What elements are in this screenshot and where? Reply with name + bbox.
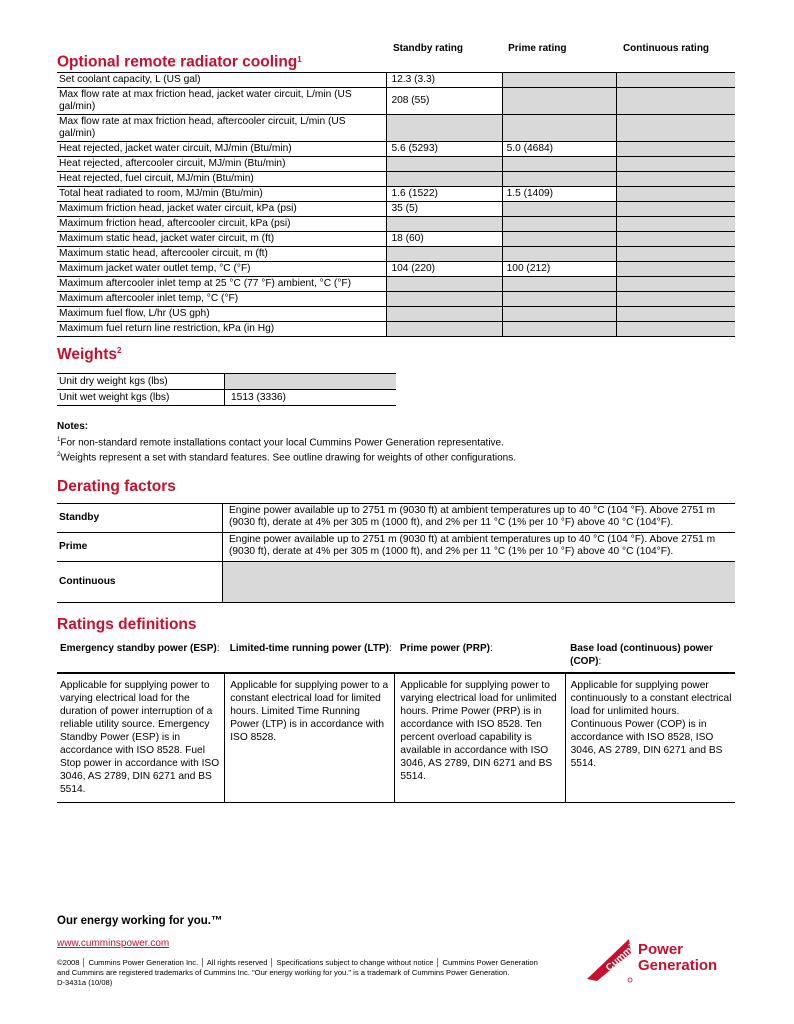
derating-text (223, 562, 736, 603)
rating-header-suffix: : (388, 643, 392, 654)
cooling-cell-v3 (617, 172, 735, 187)
cooling-cell-v1 (387, 115, 502, 142)
ratings-definitions-table (57, 640, 735, 803)
derating-label: Standby (57, 504, 223, 533)
cooling-cell-v3 (617, 187, 735, 202)
cooling-cell-v1 (387, 292, 502, 307)
footer-tagline: Our energy working for you.™ (57, 915, 223, 927)
cooling-title: Optional remote radiator cooling$^1$ (57, 40, 387, 73)
cooling-cell-v2: 1.5 (1409) (502, 187, 617, 202)
cooling-cell-v3 (617, 307, 735, 322)
cooling-row (57, 187, 735, 202)
rating-definition: Applicable for supplying power to varying electrical load for unlimited hours. Prime Power (PRP) is in accordance with ISO 8528. Ten percent overload capability is available in accordance with ISO 3046, AS 2789, DIN 6271 and BS 5514. (395, 673, 565, 803)
weights-table (57, 373, 396, 406)
cooling-cell-v3 (617, 322, 735, 337)
cooling-row (57, 232, 735, 247)
notes-heading: Notes: (57, 421, 89, 432)
cooling-row-label: Maximum fuel return line restriction, kPa (in Hg) (57, 322, 387, 337)
cooling-row (57, 88, 735, 115)
weight-label: Unit wet weight kgs (lbs) (57, 390, 225, 406)
rating-header-title: Prime power (PRP) (399, 643, 490, 654)
cooling-cell-v2 (502, 88, 617, 115)
rating-header (395, 640, 565, 673)
cooling-row (57, 157, 735, 172)
cooling-cell-v1 (387, 322, 502, 337)
cooling-row-label: Total heat radiated to room, MJ/min (Btu/min) (57, 187, 387, 202)
cooling-cell-v3 (617, 292, 735, 307)
cooling-cell-v3 (617, 247, 735, 262)
cooling-cell-v1 (387, 172, 502, 187)
cooling-cell-v2 (502, 322, 617, 337)
cooling-row (57, 115, 735, 142)
weight-value (225, 374, 397, 390)
cooling-cell-v3 (617, 217, 735, 232)
cooling-row (57, 217, 735, 232)
cooling-cell-v3 (617, 262, 735, 277)
cooling-cell-v2 (502, 232, 617, 247)
rating-header-title: Emergency standby power (ESP) (60, 643, 217, 654)
rating-definition: Applicable for supplying power to a constant electrical load for limited hours. Limited Time Running Power (LTP) is in accordance with ISO 8528. (225, 673, 395, 803)
cooling-cell-v3 (617, 88, 735, 115)
rating-header (57, 640, 225, 673)
derating-factors-table (57, 503, 735, 603)
cooling-cell-v3 (617, 232, 735, 247)
cooling-row (57, 262, 735, 277)
cooling-cell-v3 (617, 142, 735, 157)
derating-label: Prime (57, 533, 223, 562)
note-text: For non-standard remote installations contact your local Cummins Power Generation representative. (60, 436, 504, 448)
svg-text:Cummins: Cummins (604, 935, 646, 974)
cooling-cell-v2 (502, 307, 617, 322)
cooling-cell-v2 (502, 217, 617, 232)
website-link[interactable]: www.cumminspower.com (57, 938, 170, 949)
legal-text (57, 958, 577, 988)
cooling-row-label: Maximum fuel flow, L/hr (US gph) (57, 307, 387, 322)
weight-label: Unit dry weight kgs (lbs) (57, 374, 225, 390)
cooling-cell-v3 (617, 277, 735, 292)
cummins-logo-mark (583, 933, 646, 983)
cooling-cell-v1 (387, 247, 502, 262)
cooling-row-label: Maximum friction head, aftercooler circuit, kPa (psi) (57, 217, 387, 232)
cooling-cell-v2 (502, 115, 617, 142)
derating-label: Continuous (57, 562, 223, 603)
cooling-cell-v2 (502, 277, 617, 292)
remote-radiator-cooling-table (57, 40, 735, 337)
cooling-cell-v1: 5.6 (5293) (387, 142, 502, 157)
cooling-row-label: Max flow rate at max friction head, jacket water circuit, L/min (US gal/min) (57, 88, 387, 115)
cooling-cell-v1 (387, 217, 502, 232)
cooling-row (57, 73, 735, 88)
derating-text: Engine power available up to 2751 m (9030 ft) at ambient temperatures up to 40 °C (104 °F). Above 2751 m (9030 ft), derate at 4% per 305 m (1000 ft), and 2% per 11 °C (1% per 10 °F) above 40 °C (104°F). (223, 504, 736, 533)
derating-row (57, 533, 735, 562)
rating-header-suffix: : (489, 643, 493, 654)
cummins-power-generation-logo (577, 933, 737, 988)
cooling-cell-v3 (617, 115, 735, 142)
cooling-cell-v1 (387, 307, 502, 322)
cooling-cell-v1: 12.3 (3.3) (387, 73, 502, 88)
cooling-cell-v1: 18 (60) (387, 232, 502, 247)
cooling-row-label: Maximum static head, jacket water circuit, m (ft) (57, 232, 387, 247)
cooling-cell-v1: 35 (5) (387, 202, 502, 217)
cummins-badge-icon (583, 933, 646, 985)
cooling-row-label: Heat rejected, fuel circuit, MJ/min (Btu/min) (57, 172, 387, 187)
notes (57, 421, 757, 465)
cooling-row-label: Maximum aftercooler inlet temp, °C (°F) (57, 292, 387, 307)
rating-header-suffix: : (216, 643, 220, 654)
cooling-row (57, 202, 735, 217)
cooling-cell-v3 (617, 157, 735, 172)
note-number: 1 (57, 436, 61, 443)
cooling-row-label: Maximum static head, aftercooler circuit, m (ft) (57, 247, 387, 262)
note-item (57, 434, 757, 450)
note-text: Weights represent a set with standard features. See outline drawing for weights of other configurations. (60, 452, 516, 464)
note-number: 2 (57, 452, 61, 459)
col-prime-rating: Prime rating (502, 40, 617, 73)
cooling-row (57, 172, 735, 187)
cooling-cell-v2: 100 (212) (502, 262, 617, 277)
cooling-row (57, 142, 735, 157)
cooling-cell-v2 (502, 172, 617, 187)
cooling-row (57, 307, 735, 322)
rating-definition: Applicable for supplying power to varying electrical load for the duration of power interruption of a reliable utility source. Emergency Standby Power (ESP) is in accordance with ISO 8528. Fuel Stop power in accordance with ISO 3046, AS 2789, DIN 6271 and BS 5514. (57, 673, 225, 803)
cooling-cell-v1 (387, 157, 502, 172)
cooling-row (57, 292, 735, 307)
cooling-row-label: Maximum aftercooler inlet temp at 25 °C (77 °F) ambient, °C (°F) (57, 277, 387, 292)
cooling-cell-v2 (502, 157, 617, 172)
cooling-cell-v2 (502, 247, 617, 262)
rating-header-title: Base load (continuous) power (COP) (570, 643, 713, 667)
derating-row (57, 562, 735, 603)
rating-header (225, 640, 395, 673)
cooling-row (57, 277, 735, 292)
cooling-cell-v2 (502, 202, 617, 217)
derating-title: Derating factors (57, 478, 176, 495)
rating-header-suffix: : (598, 655, 602, 667)
rating-definition: Applicable for supplying power continuously to a constant electrical load for unlimited hours. Continuous Power (COP) is in accordance with ISO 8528, ISO 3046, AS 2789, DIN 6271 and BS 5514. (565, 673, 735, 803)
doc-id: D-3431a (10/08) (57, 978, 113, 987)
cooling-cell-v1: 1.6 (1522) (387, 187, 502, 202)
cooling-row-label: Maximum jacket water outlet temp, °C (°F) (57, 262, 387, 277)
cooling-cell-v2 (502, 292, 617, 307)
col-continuous-rating: Continuous rating (617, 40, 735, 73)
cooling-row-label: Max flow rate at max friction head, aftercooler circuit, L/min (US gal/min) (57, 115, 387, 142)
logo-wordmark: Power Generation (638, 941, 718, 974)
cooling-cell-v1 (387, 277, 502, 292)
weights-title: Weights$^2$ (57, 346, 122, 364)
cooling-cell-v2: 5.0 (4684) (502, 142, 617, 157)
cooling-cell-v1: 208 (55) (387, 88, 502, 115)
col-standby-rating: Standby rating (387, 40, 502, 73)
rating-header-title: Limited-time running power (LTP) (229, 643, 389, 654)
cooling-cell-v1: 104 (220) (387, 262, 502, 277)
cooling-row-label: Heat rejected, jacket water circuit, MJ/min (Btu/min) (57, 142, 387, 157)
cooling-row-label: Heat rejected, aftercooler circuit, MJ/min (Btu/min) (57, 157, 387, 172)
cooling-cell-v2 (502, 73, 617, 88)
weight-value: 1513 (3336) (225, 390, 397, 406)
cooling-row (57, 247, 735, 262)
cooling-cell-v3 (617, 73, 735, 88)
legal-line-2: and Cummins are registered trademarks of Cummins Inc. "Our energy working for you." is a trademark of Cummins Power Generation. (57, 968, 510, 977)
rating-header (565, 640, 735, 673)
weight-row (57, 390, 396, 406)
derating-row (57, 504, 735, 533)
derating-text: Engine power available up to 2751 m (9030 ft) at ambient temperatures up to 40 °C (104 °F). Above 2751 m (9030 ft), derate at 4% per 305 m (1000 ft), and 2% per 11 °C (1% per 10 °F) above 40 °C (104°F). (223, 533, 736, 562)
cooling-cell-v3 (617, 202, 735, 217)
legal-line-1: ©2008 │ Cummins Power Generation Inc. │ All rights reserved │ Specifications subject to change without notice │ Cummins Power Generation (57, 958, 538, 967)
cooling-row-label: Maximum friction head, jacket water circuit, kPa (psi) (57, 202, 387, 217)
cooling-row (57, 322, 735, 337)
note-item (57, 449, 757, 465)
weight-row (57, 374, 396, 390)
ratings-title: Ratings definitions (57, 616, 197, 633)
cooling-row-label: Set coolant capacity, L (US gal) (57, 73, 387, 88)
